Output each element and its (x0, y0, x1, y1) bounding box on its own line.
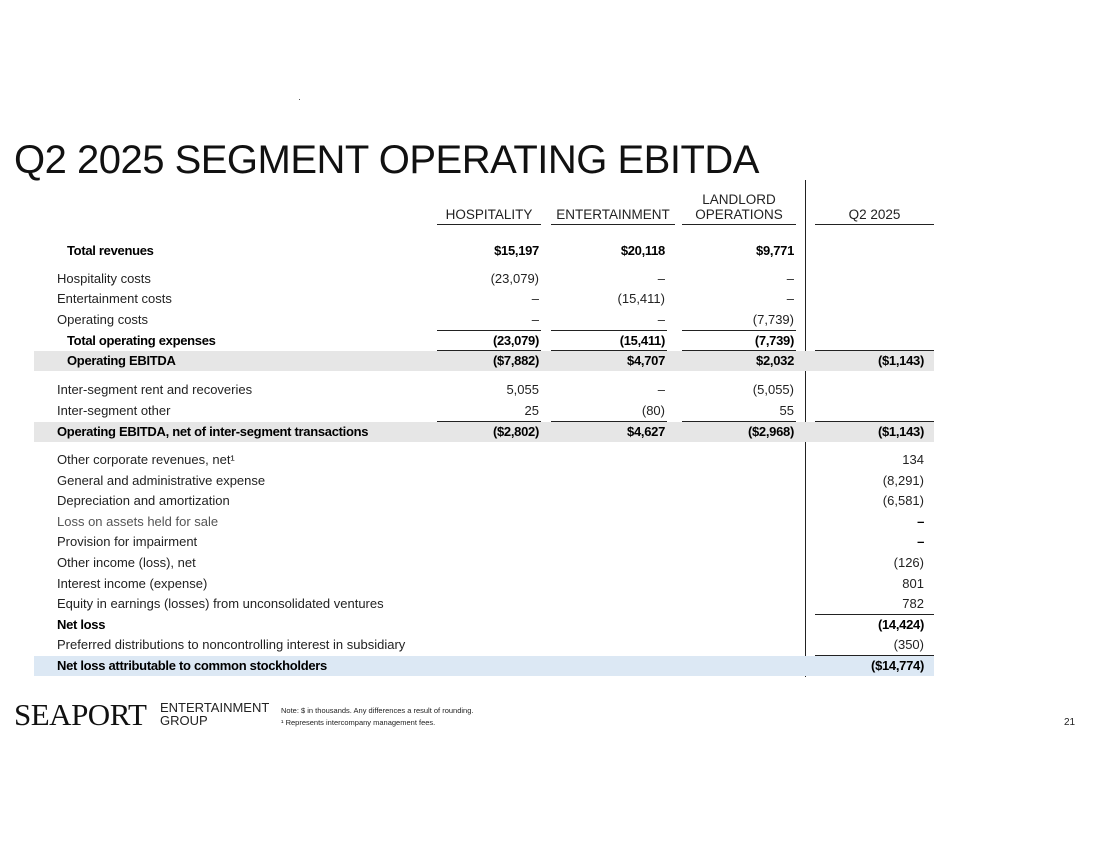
cell-entertainment: (15,411) (619, 333, 665, 348)
logo-subtitle-line1: ENTERTAINMENT (160, 700, 270, 715)
cell-q2-2025: (350) (893, 637, 924, 652)
table-row-entertainment-costs (0, 289, 1100, 309)
decorative-dot (299, 99, 300, 100)
cell-entertainment: – (657, 312, 665, 327)
table-row-general-administrative (0, 471, 1100, 491)
page-number: 21 (1064, 717, 1076, 728)
row-label: Loss on assets held for sale (57, 514, 219, 529)
table-row-total-revenues (0, 241, 1100, 261)
cell-q2-2025: 782 (902, 596, 924, 611)
row-label: Inter-segment rent and recoveries (57, 382, 253, 397)
cell-hospitality: $15,197 (494, 243, 539, 258)
table-row-operating-ebitda-net (0, 422, 1100, 442)
table-row-equity-in-earnings (0, 594, 1100, 614)
cell-q2-2025: (8,291) (882, 473, 924, 488)
cell-q2-2025: ($14,774) (871, 658, 924, 673)
cell-entertainment: (80) (641, 403, 665, 418)
row-label: Total operating expenses (67, 333, 216, 348)
cell-entertainment: (15,411) (617, 291, 665, 306)
row-label: Net loss attributable to common stockholders (57, 658, 327, 673)
row-label: Total revenues (67, 243, 154, 258)
row-label: Operating costs (57, 312, 149, 327)
cell-hospitality: – (531, 291, 539, 306)
cell-hospitality: – (531, 312, 539, 327)
cell-entertainment: – (657, 271, 665, 286)
table-row-net-loss-common (0, 656, 1100, 676)
cell-landlord: (7,739) (754, 333, 794, 348)
footnotes (281, 705, 473, 729)
row-label: Other corporate revenues, net¹ (57, 452, 235, 467)
cell-landlord: (5,055) (752, 382, 794, 397)
cell-q2-2025: ($1,143) (877, 424, 924, 439)
column-header-hospitality: HOSPITALITY (437, 207, 541, 225)
table-row-other-income (0, 553, 1100, 573)
cell-hospitality: (23,079) (490, 271, 539, 286)
cell-q2-2025: – (917, 534, 924, 549)
cell-landlord: $2,032 (756, 353, 794, 368)
cell-entertainment: $4,707 (627, 353, 665, 368)
table-row-operating-ebitda (0, 351, 1100, 371)
row-label: Entertainment costs (57, 291, 172, 306)
table-row-other-corporate-revenues (0, 450, 1100, 470)
seaport-logo: SEAPORT (14, 697, 147, 732)
cell-q2-2025: – (917, 514, 924, 529)
cell-hospitality: (23,079) (492, 333, 539, 348)
row-label: Preferred distributions to noncontrolling interest in subsidiary (57, 637, 406, 652)
row-label: Hospitality costs (57, 271, 151, 286)
cell-q2-2025: (126) (893, 555, 924, 570)
cell-q2-2025: ($1,143) (877, 353, 924, 368)
cell-landlord: – (786, 271, 794, 286)
table-row-inter-segment-other (0, 401, 1100, 421)
column-header-q2-2025: Q2 2025 (815, 207, 934, 225)
row-label: Equity in earnings (losses) from unconsolidated ventures (57, 596, 384, 611)
row-label: Operating EBITDA, net of inter-segment transactions (57, 424, 369, 439)
cell-landlord: 55 (779, 403, 794, 418)
table-row-preferred-distributions (0, 635, 1100, 655)
table-row-net-loss (0, 615, 1100, 635)
note-text: Note: $ in thousands. Any differences a result of rounding. (281, 706, 474, 715)
footnote-1: ¹ Represents intercompany management fees. (281, 718, 436, 727)
logo-subtitle-line2: GROUP (160, 713, 208, 728)
cell-q2-2025: (6,581) (882, 493, 924, 508)
table-row-depreciation (0, 491, 1100, 511)
cell-q2-2025: 801 (902, 576, 924, 591)
column-header-landlord-line2: OPERATIONS (695, 207, 783, 222)
page-title: Q2 2025 SEGMENT OPERATING EBITDA (14, 138, 759, 182)
table-row-total-operating-expenses (0, 331, 1100, 351)
column-header-entertainment: ENTERTAINMENT (551, 207, 675, 225)
row-label: Inter-segment other (57, 403, 171, 418)
cell-entertainment: $4,627 (627, 424, 665, 439)
table-row-loss-assets-held-for-sale (0, 512, 1100, 532)
row-label: Other income (loss), net (57, 555, 196, 570)
row-label: Operating EBITDA (67, 353, 176, 368)
cell-entertainment: $20,118 (620, 243, 665, 258)
cell-hospitality: 25 (524, 403, 539, 418)
row-label: Interest income (expense) (57, 576, 208, 591)
table-row-inter-segment-rent (0, 380, 1100, 400)
cell-landlord: ($2,968) (747, 424, 794, 439)
cell-landlord: – (786, 291, 794, 306)
row-label: Provision for impairment (57, 534, 198, 549)
logo-subtitle (160, 701, 269, 727)
table-row-hospitality-costs (0, 269, 1100, 289)
row-label: Depreciation and amortization (57, 493, 230, 508)
row-label: General and administrative expense (57, 473, 266, 488)
cell-q2-2025: 134 (902, 452, 924, 467)
table-row-provision-impairment (0, 532, 1100, 552)
table-row-interest-income (0, 574, 1100, 594)
cell-hospitality: ($2,802) (492, 424, 539, 439)
cell-landlord: $9,771 (756, 243, 794, 258)
column-header-landlord-line1: LANDLORD (702, 192, 776, 207)
cell-q2-2025: (14,424) (877, 617, 924, 632)
table-row-operating-costs (0, 310, 1100, 330)
cell-hospitality: ($7,882) (492, 353, 539, 368)
row-label: Net loss (57, 617, 106, 632)
cell-entertainment: – (657, 382, 665, 397)
column-header-landlord-operations (682, 192, 796, 225)
cell-landlord: (7,739) (752, 312, 794, 327)
cell-hospitality: 5,055 (506, 382, 539, 397)
